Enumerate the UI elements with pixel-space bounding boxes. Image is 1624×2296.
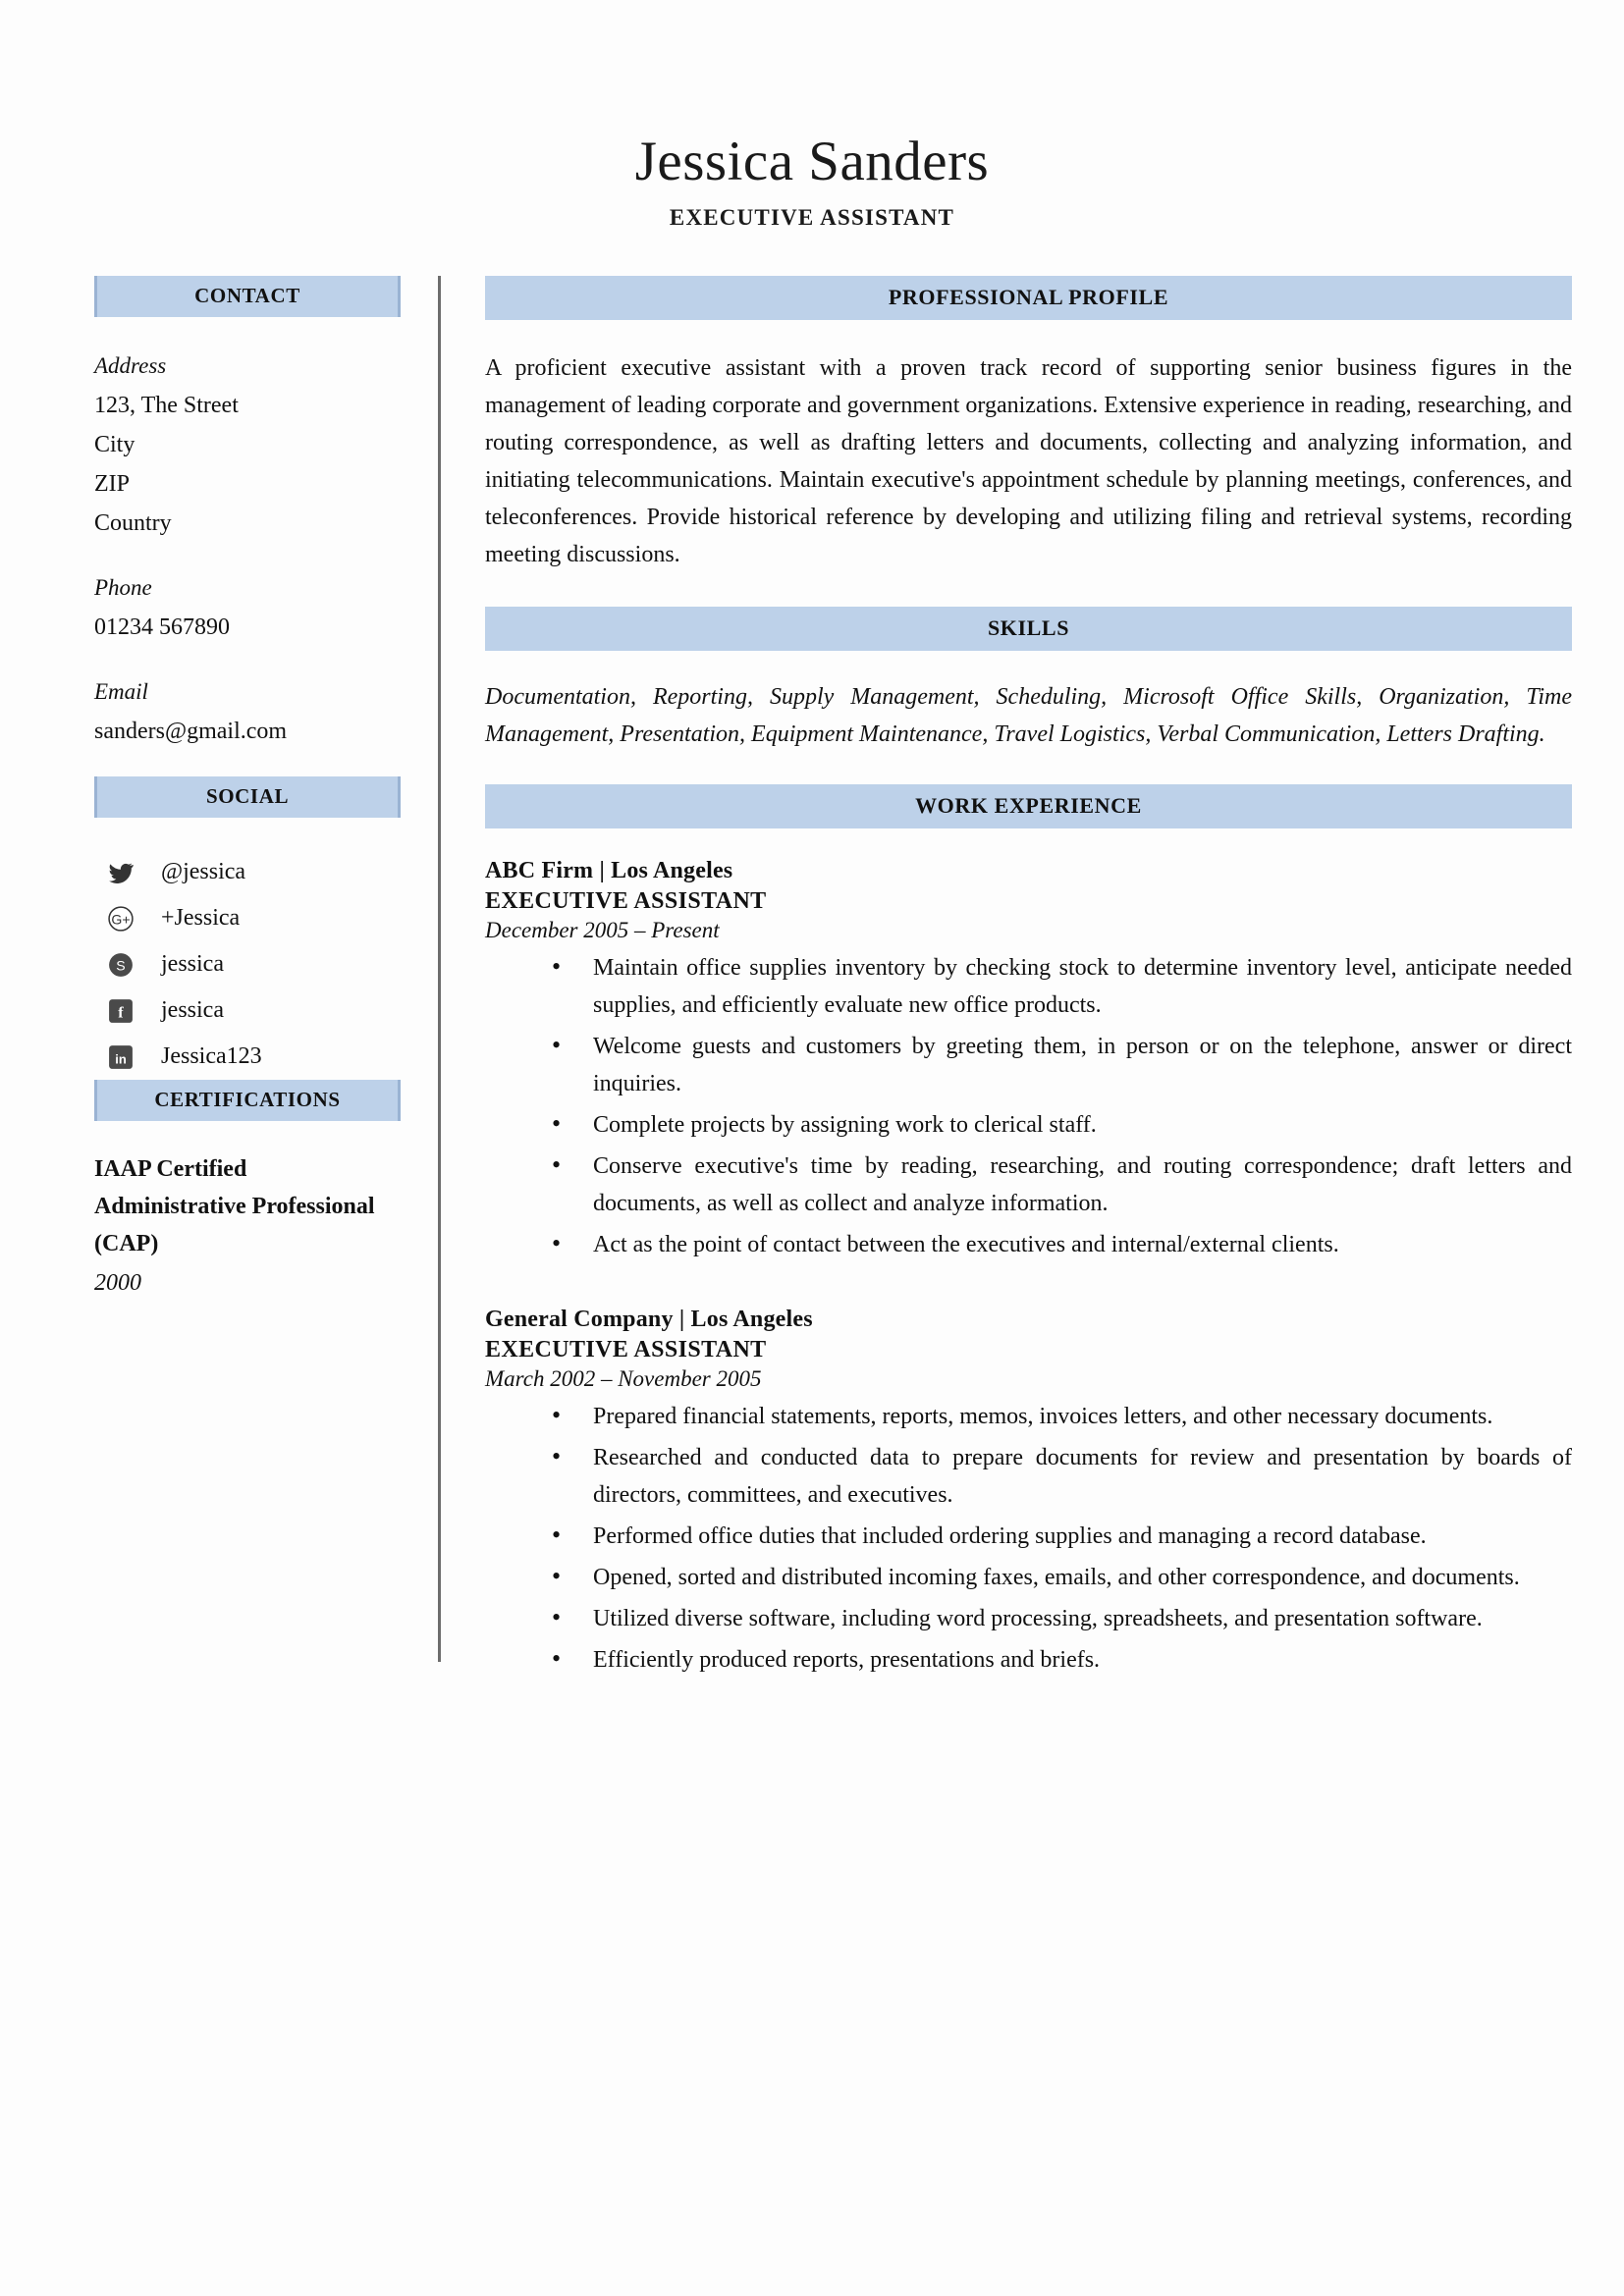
candidate-role: EXECUTIVE ASSISTANT bbox=[669, 205, 955, 230]
list-item: • Researched and conducted data to prepare documents for review and presentation by boards of directors, committees, and executives. bbox=[552, 1439, 1572, 1514]
profile-text: A proficient executive assistant with a proven track record of supporting senior business figures in the management of leading corporate and government organizations. Extensive experience in reading, researching, and routing correspondence, as well as drafting letters and documents, collecting and analyzing information, and initiating telecommunications. Maintain executive's appointment schedule by planning meetings, conferences, and teleconferences. Provide historical reference by developing and utilizing filing and retrieval systems, recording meeting discussions. bbox=[485, 355, 1572, 567]
email-label: Email bbox=[94, 679, 148, 704]
email-value[interactable]: sanders@gmail.com bbox=[94, 719, 288, 744]
phone-value: 01234 567890 bbox=[94, 614, 230, 640]
list-item: • Opened, sorted and distributed incoming faxes, emails, and other correspondence, and documents. bbox=[552, 1559, 1572, 1596]
candidate-name: Jessica Sanders bbox=[634, 131, 990, 192]
job-entry bbox=[485, 1307, 1572, 1679]
twitter-icon bbox=[108, 860, 134, 885]
linkedin-icon bbox=[108, 1044, 134, 1070]
resume-header bbox=[29, 29, 1595, 231]
phone-label: Phone bbox=[94, 575, 152, 600]
social-list bbox=[94, 849, 401, 1080]
contact-details bbox=[94, 347, 401, 751]
address-line-4: Country bbox=[94, 510, 172, 536]
certifications-heading: CERTIFICATIONS bbox=[94, 1080, 401, 1121]
email-group bbox=[94, 672, 401, 751]
resume-sheet bbox=[29, 29, 1595, 2267]
list-item: • Prepared financial statements, reports, memos, invoices letters, and other necessary documents. bbox=[552, 1398, 1572, 1435]
profile-heading: PROFESSIONAL PROFILE bbox=[485, 276, 1572, 320]
job-company: General Company | Los Angeles bbox=[485, 1307, 813, 1332]
phone-group bbox=[94, 568, 401, 647]
skype-icon bbox=[108, 952, 134, 978]
social-handle: @jessica bbox=[161, 859, 246, 884]
social-handle: jessica bbox=[161, 951, 224, 977]
list-item: • Performed office duties that included ordering supplies and managing a record database. bbox=[552, 1518, 1572, 1555]
svg-text:in: in bbox=[115, 1051, 127, 1066]
job-entry bbox=[485, 858, 1572, 1263]
skills-heading: SKILLS bbox=[485, 607, 1572, 651]
list-item: • Complete projects by assigning work to clerical staff. bbox=[552, 1106, 1572, 1144]
certification-name: IAAP Certified Administrative Professional (CAP) bbox=[94, 1156, 375, 1256]
social-handle: jessica bbox=[161, 997, 224, 1023]
job-company: ABC Firm | Los Angeles bbox=[485, 858, 733, 883]
list-item: • Welcome guests and customers by greeting them, in person or on the telephone, answer or direct inquiries. bbox=[552, 1028, 1572, 1102]
svg-text:f: f bbox=[118, 1003, 124, 1021]
address-line-2: City bbox=[94, 432, 135, 457]
address-group bbox=[94, 347, 401, 543]
social-heading: SOCIAL bbox=[94, 776, 401, 818]
social-item-google-plus[interactable] bbox=[94, 895, 401, 941]
list-item: • Act as the point of contact between the executives and internal/external clients. bbox=[552, 1226, 1572, 1263]
facebook-icon bbox=[108, 998, 134, 1024]
sidebar bbox=[94, 276, 401, 1679]
svg-text:S: S bbox=[116, 956, 126, 973]
list-item: • Efficiently produced reports, presentations and briefs. bbox=[552, 1641, 1572, 1679]
address-line-3: ZIP bbox=[94, 471, 130, 497]
list-item: • Utilized diverse software, including word processing, spreadsheets, and presentation software. bbox=[552, 1600, 1572, 1637]
job-dates: December 2005 – Present bbox=[485, 918, 720, 942]
experience-heading: WORK EXPERIENCE bbox=[485, 784, 1572, 828]
contact-heading: CONTACT bbox=[94, 276, 401, 317]
svg-text:G+: G+ bbox=[111, 910, 131, 927]
social-handle: +Jessica bbox=[161, 905, 241, 931]
social-item-twitter[interactable] bbox=[94, 849, 401, 895]
list-item: • Conserve executive's time by reading, researching, and routing correspondence; draft letters and documents, as well as collect and analyze information. bbox=[552, 1148, 1572, 1222]
google-plus-icon bbox=[108, 906, 134, 932]
address-label: Address bbox=[94, 353, 167, 378]
job-duties bbox=[485, 949, 1572, 1263]
job-dates: March 2002 – November 2005 bbox=[485, 1366, 762, 1391]
list-item: • Maintain office supplies inventory by checking stock to determine inventory level, anticipate needed supplies, and efficiently evaluate new office products. bbox=[552, 949, 1572, 1024]
social-item-linkedin[interactable] bbox=[94, 1034, 401, 1080]
job-title: EXECUTIVE ASSISTANT bbox=[485, 1337, 767, 1362]
job-duties bbox=[485, 1398, 1572, 1679]
main-content bbox=[441, 276, 1595, 1679]
address-line-1: 123, The Street bbox=[94, 393, 239, 418]
social-handle: Jessica123 bbox=[161, 1043, 262, 1069]
social-item-facebook[interactable] bbox=[94, 988, 401, 1034]
certification-entry bbox=[94, 1150, 401, 1302]
certification-year: 2000 bbox=[94, 1270, 141, 1296]
skills-text: Documentation, Reporting, Supply Management, Scheduling, Microsoft Office Skills, Organization, Time Management, Presentation, Equipment Maintenance, Travel Logistics, Verbal Communication, Letters Drafting. bbox=[485, 684, 1572, 747]
social-item-skype[interactable] bbox=[94, 941, 401, 988]
job-title: EXECUTIVE ASSISTANT bbox=[485, 888, 767, 914]
resume-body bbox=[29, 276, 1595, 1679]
